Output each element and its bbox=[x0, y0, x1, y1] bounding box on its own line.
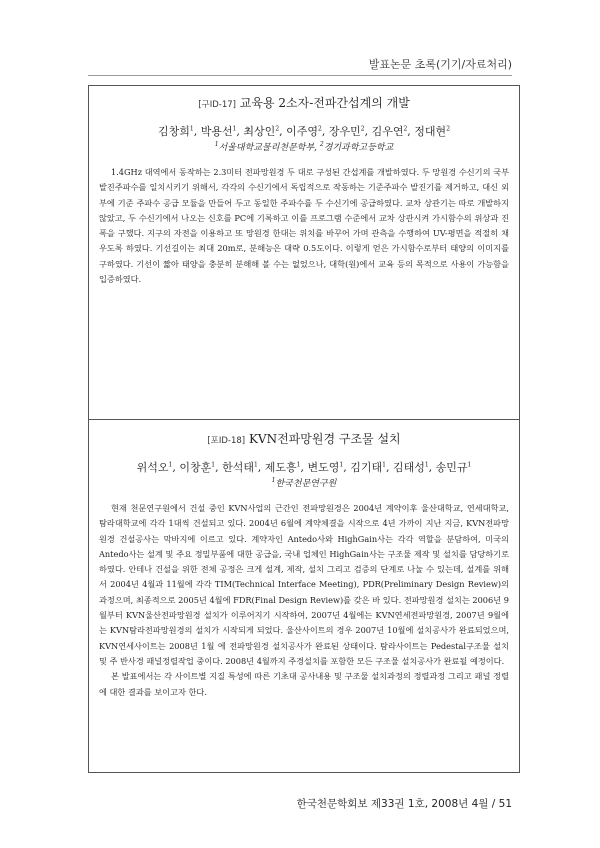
author-name: 한석태 bbox=[222, 461, 254, 474]
affiliation: $^1$한국천문연구원 bbox=[271, 477, 337, 489]
author-list: 위석오$^1$, 이창훈$^1$, 한석태$^1$, 제도흥$^1$, 변도영$^1$, 김기태$^1$, 김태성$^1$, 송민규$^1$ bbox=[136, 461, 472, 474]
paper-title: 교육용 2소자-전파간섭계의 개발 bbox=[239, 96, 410, 110]
abstract-section-2 bbox=[89, 430, 519, 700]
paper-code: [포ID-18] bbox=[207, 436, 246, 446]
paper-code: [구ID-17] bbox=[198, 100, 236, 110]
author-name: 제도흥 bbox=[264, 461, 297, 474]
author-name: 변도영 bbox=[307, 461, 340, 474]
author-name: 최상인 bbox=[243, 125, 276, 138]
affiliation: $^1$서울대학교물리천문학부, $^2$경기과학고등학교 bbox=[214, 141, 394, 153]
author-name: 정대현 bbox=[414, 125, 447, 138]
abstract-paragraph: 현재 천문연구원에서 건설 중인 KVN사업의 근간인 전파망원경은 2004년 계약이후 울산대학교, 연세대학교, 탐라대학교에 각각 1대씩 건설되고 있다. 2004년 6월에 계약체결을 시작으로 4년 가까이 지난 지금, KVN전파망원경 건설공사는 막바지에 이르고 있다. 계약자인 Antedo사와 HighGain사는 각각 역할을 분담하여, 미국의 Antedo사는 설계 및 주요 정밀부품에 대한 공급을, 국내 업체인 HighGain사는 구조물 제작 및 설치를 담당하기로 하였다. 안테나 건설을 위한 전체 공정은 크게 설계, 제작, 설치 그리고 검증의 단계로 나눌 수 있는데, 설계를 위해서 2004년 4월과 11월에 각각 TIM(Technical Interface Meeting), PDR(Preliminary Design Review)의 과정으며, 최종적으로 2005년 4월에 FDR(Final Design Review)를 갖은 바 있다. 전파망원경 설치는 2006년 9월부터 KVN울산전파망원경 설치가 이루어지기 시작하여, 2007년 4월에는 KVN연세전파망원경, 2007년 9월에는 KVN탐라전파망원경의 설치가 시작되게 되었다. 울산사이트의 경우 2007년 10월에 설치공사가 완료되었으며, KVN연세사이트는 2008년 1월 에 전파망원경 설치공사가 완료된 상태이다. 탐라사이트는 Pedestal구조물 설치 및 주 반사경 패널정렬작업 중이다. 2008년 4월까지 주경설치를 포함한 모든 구조물 설치공사가 완료될 예정이다. bbox=[99, 503, 509, 666]
abstracts-box bbox=[88, 85, 520, 773]
author-name: 이주영 bbox=[286, 125, 319, 138]
abstract-body bbox=[99, 501, 509, 700]
paper-title-row bbox=[89, 94, 519, 111]
author-name: 송민규 bbox=[435, 461, 468, 474]
author-name: 위석오 bbox=[136, 461, 169, 474]
author-name: 김기태 bbox=[350, 461, 383, 474]
author-list: 김창희$^1$, 박용선$^1$, 최상인$^2$, 이주영$^2$, 장우민$^2$, 김우연$^2$, 정대현$^2$ bbox=[157, 125, 451, 138]
paper-title: KVN전파망원경 구조물 설치 bbox=[248, 432, 401, 446]
abstract-paragraph: 본 발표에서는 각 사이트별 지질 특성에 따른 기초대 공사내용 및 구조물 설치과정의 정렬과정 그리고 패널 정렬에 대한 결과를 보이고자 한다. bbox=[99, 671, 509, 697]
running-header: 발표논문 초록(기기/자료처리) bbox=[368, 58, 512, 71]
abstract-paragraph: 1.4GHz 대역에서 동작하는 2.3미터 전파망원경 두 대로 구성된 간섭계를 개발하였다. 두 망원경 수신기의 국부발진주파수를 일치시키기 위해서, 각각의 수신기에서 독립적으로 작동하는 기준주파수 발진기를 제거하고, 대신 외부에 기준 주파수 공급 모듈을 만들어 두고 동일한 주파수를 두 수신기에 공급하였다. 교차 상관기는 따로 개발하지 않았고, 두 수신기에서 나오는 신호를 PC에 기록하고 이를 프로그램 수준에서 교차 상관시켜 가시함수의 위상과 진폭을 구했다. 지구의 자전을 이용하고 또 망원경 한대는 위치를 바꾸어 가며 관측을 수행하여 UV-평면을 적절히 채우도록 하였다. 기선길이는 최대 20m로, 분해능은 대략 0.5도이다. 이렇게 얻은 가시함수로부터 태양의 이미지를 구하였다. 기선이 짧아 태양을 충분히 분해해 볼 수는 없었으나, 대학(원)에서 교육 등의 목적으로 사용이 가능함을 입증하였다. bbox=[99, 167, 509, 285]
author-name: 김태성 bbox=[392, 461, 425, 474]
author-name: 박용선 bbox=[200, 125, 233, 138]
page-footer: 한국천문학회보 제33권 1호, 2008년 4월 / 51 bbox=[296, 798, 512, 810]
author-name: 이창훈 bbox=[179, 461, 212, 474]
abstract-body bbox=[99, 165, 509, 287]
section-divider bbox=[89, 419, 519, 420]
paper-title-row bbox=[89, 430, 519, 447]
author-name: 장우민 bbox=[328, 125, 361, 138]
abstract-section-1 bbox=[89, 94, 519, 287]
author-name: 김창희 bbox=[157, 125, 190, 138]
header-rule bbox=[88, 75, 512, 76]
author-name: 김우연 bbox=[371, 125, 404, 138]
